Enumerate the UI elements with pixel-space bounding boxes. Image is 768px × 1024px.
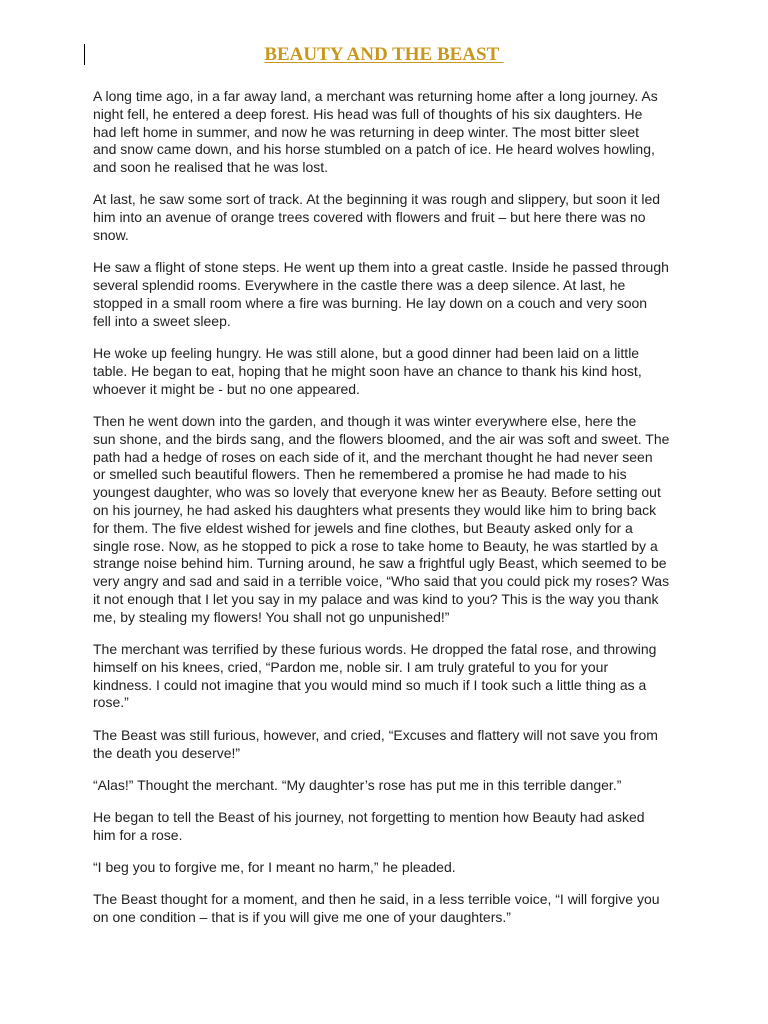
paragraph: [93, 891, 733, 927]
paragraph-line: table. He began to eat, hoping that he might soon have an chance to thank his kind host,: [93, 362, 642, 379]
paragraph: [93, 413, 733, 627]
paragraph: [93, 727, 733, 763]
paragraph-line: and snow came down, and his horse stumbled on a patch of ice. He heard wolves howling,: [93, 141, 655, 158]
paragraph: [93, 259, 733, 330]
paragraph-line: for them. The five eldest wished for jewels and fine clothes, but Beauty asked only for a: [93, 519, 633, 536]
paragraph-line: A long time ago, in a far away land, a merchant was returning home after a long journey. As: [93, 88, 658, 104]
paragraph-line: on his journey, he had asked his daughters what presents they would like him to bring back: [93, 501, 657, 518]
document-body[interactable]: [93, 88, 733, 942]
paragraph-line: him for a rose.: [93, 826, 183, 843]
paragraph-line: me, by stealing my flowers! You shall not go unpunished!”: [93, 608, 450, 625]
paragraph: [93, 191, 733, 244]
paragraph-line: At last, he saw some sort of track. At the beginning it was rough and slippery, but soon it led: [93, 191, 661, 208]
paragraph-line: The merchant was terrified by these furious words. He dropped the fatal rose, and throwing: [93, 641, 657, 658]
paragraph-line: it not enough that I let you say in my palace and was kind to you? This is the way you thank: [93, 590, 659, 607]
paragraph-line: strange noise behind him. Turning around, he saw a frightful ugly Beast, which seemed to be: [93, 555, 667, 572]
paragraph-line: The Beast was still furious, however, and cried, “Excuses and flattery will not save you from: [93, 726, 658, 743]
paragraph-line: had left home in summer, and now he was returning in deep winter. The most bitter sleet: [93, 123, 640, 140]
paragraph-line: himself on his knees, cried, “Pardon me, noble sir. I am truly grateful to you for your: [93, 658, 609, 675]
paragraph: [93, 641, 733, 712]
document-title: BEAUTY AND THE BEAST: [264, 44, 504, 65]
paragraph-line: rose.”: [93, 694, 129, 711]
document-title-line: [0, 43, 768, 68]
paragraph-line: the death you deserve!”: [93, 744, 241, 761]
paragraph: [93, 88, 733, 177]
paragraph: [93, 777, 733, 795]
paragraph-line: whoever it might be - but no one appeared.: [93, 380, 360, 397]
paragraph-line: on one condition – that is if you will give me one of your daughters.”: [93, 909, 511, 926]
paragraph-line: “Alas!” Thought the merchant. “My daughter’s rose has put me in this terrible danger.”: [93, 776, 622, 793]
paragraph: [93, 809, 733, 845]
paragraph: [93, 345, 733, 398]
paragraph-line: and soon he realised that he was lost.: [93, 159, 329, 176]
paragraph-line: stopped in a small room where a fire was burning. He lay down on a couch and very soon: [93, 294, 648, 311]
paragraph-line: night fell, he entered a deep forest. His head was full of thoughts of his six daughters. He: [93, 105, 643, 122]
paragraph-line: or smelled such beautiful flowers. Then he remembered a promise he had made to his: [93, 466, 627, 483]
paragraph-line: snow.: [93, 227, 129, 244]
paragraph-line: The Beast thought for a moment, and then he said, in a less terrible voice, “I will forgive you: [93, 891, 660, 908]
paragraph-line: several splendid rooms. Everywhere in the castle there was a deep silence. At last, he: [93, 277, 626, 294]
paragraph-line: He began to tell the Beast of his journey, not forgetting to mention how Beauty had asked: [93, 809, 645, 826]
paragraph-line: sun shone, and the birds sang, and the flowers bloomed, and the air was soft and sweet. The: [93, 430, 670, 447]
paragraph-line: kindness. I could not imagine that you would mind so much if I took such a little thing as a: [93, 676, 647, 693]
paragraph-line: him into an avenue of orange trees covered with flowers and fruit – but here there was no: [93, 209, 646, 226]
paragraph-line: Then he went down into the garden, and though it was winter everywhere else, here the: [93, 412, 637, 429]
paragraph-line: single rose. Now, as he stopped to pick a rose to take home to Beauty, he was startled by a: [93, 537, 658, 554]
paragraph-line: path had a hedge of roses on each side of it, and the merchant thought he had never seen: [93, 448, 653, 465]
paragraph-line: very angry and sad and said in a terrible voice, “Who said that you could pick my roses? Was: [93, 573, 670, 590]
paragraph-line: He saw a flight of stone steps. He went up them into a great castle. Inside he passed through: [93, 259, 669, 276]
paragraph: [93, 859, 733, 877]
paragraph-line: “I beg you to forgive me, for I meant no harm,” he pleaded.: [93, 859, 456, 876]
paragraph-line: He woke up feeling hungry. He was still alone, but a good dinner had been laid on a little: [93, 345, 640, 362]
paragraph-line: fell into a sweet sleep.: [93, 312, 231, 329]
paragraph-line: youngest daughter, who was so lovely that everyone knew her as Beauty. Before setting out: [93, 484, 661, 501]
